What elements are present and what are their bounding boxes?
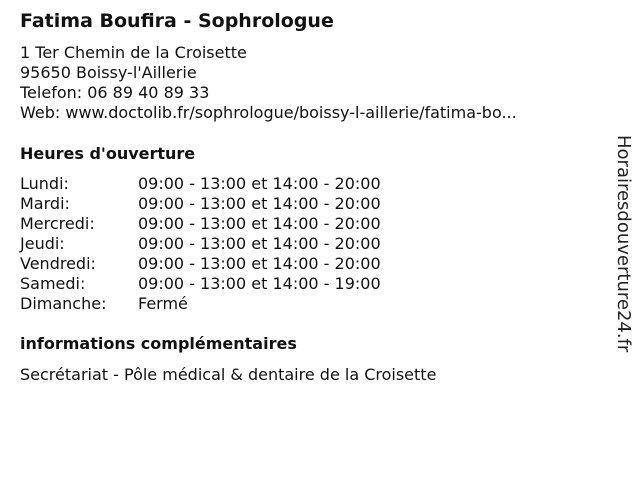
hours-row-tuesday [20,194,381,214]
time-range: 09:00 - 13:00 et 14:00 - 20:00 [138,194,381,213]
time-range: 09:00 - 13:00 et 14:00 - 20:00 [138,234,381,253]
additional-info-text: Secrétariat - Pôle médical & dentaire de la Croisette [20,365,437,384]
opening-hours-heading: Heures d'ouverture [20,144,196,163]
hours-row-saturday [20,274,381,294]
day-label: Lundi: [20,174,69,193]
day-label: Mardi: [20,194,70,213]
hours-row-sunday [20,294,381,314]
hours-row-wednesday [20,214,381,234]
day-label: Jeudi: [20,234,65,253]
time-range: 09:00 - 13:00 et 14:00 - 20:00 [138,214,381,233]
time-range: 09:00 - 13:00 et 14:00 - 19:00 [138,274,381,293]
time-range: 09:00 - 13:00 et 14:00 - 20:00 [138,254,381,273]
site-watermark: Horairesdouverture24.fr [613,135,634,353]
business-contact [20,43,517,123]
hours-row-thursday [20,234,381,254]
phone-number[interactable]: Telefon: 06 89 40 89 33 [20,83,210,102]
time-range: Fermé [138,294,188,313]
day-label: Samedi: [20,274,86,293]
business-title: Fatima Boufira - Sophrologue [20,10,334,32]
opening-hours-table [20,174,381,314]
time-range: 09:00 - 13:00 et 14:00 - 20:00 [138,174,381,193]
day-label: Dimanche: [20,294,107,313]
hours-row-friday [20,254,381,274]
hours-row-monday [20,174,381,194]
day-label: Mercredi: [20,214,95,233]
website-link[interactable]: Web: www.doctolib.fr/sophrologue/boissy-l-aillerie/fatima-bo... [20,103,517,122]
additional-info-heading: informations complémentaires [20,334,297,353]
address-city: 95650 Boissy-l'Aillerie [20,63,197,82]
day-label: Vendredi: [20,254,96,273]
address-street: 1 Ter Chemin de la Croisette [20,43,247,62]
